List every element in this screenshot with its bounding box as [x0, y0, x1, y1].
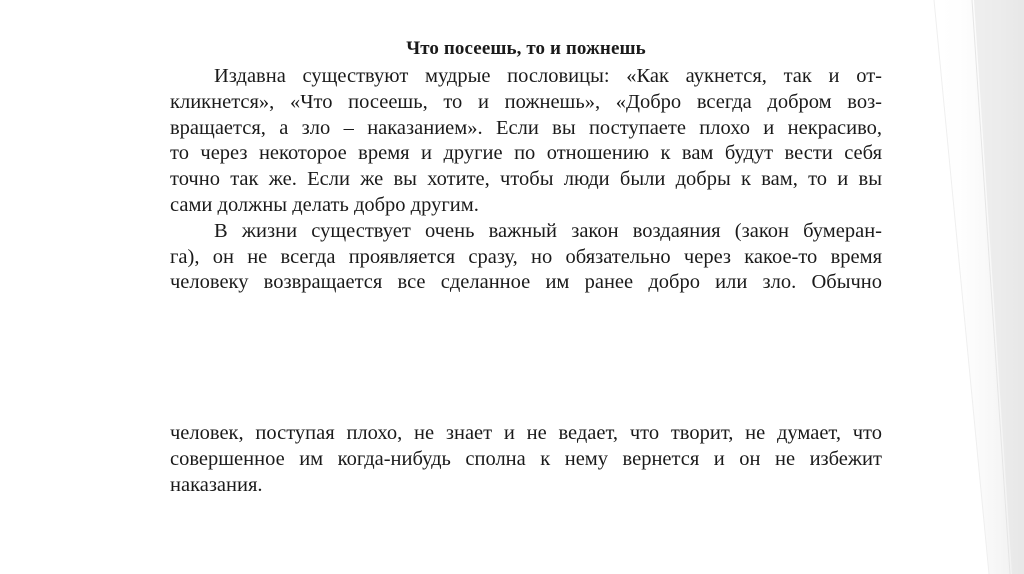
- document-text: [170, 36, 882, 296]
- document-title: Что посеешь, то и пожнешь: [406, 38, 646, 59]
- text-line: кликнется», «Что посеешь, то и пожнешь», «Добро всегда добром воз-: [170, 90, 882, 113]
- text-line: наказания.: [170, 473, 263, 496]
- text-line: человеку возвращается все сделанное им ранее добро или зло. Обычно: [170, 271, 882, 294]
- text-line: точно так же. Если же вы хотите, чтобы люди были добры к вам, то и вы: [170, 168, 882, 191]
- text-line: совершенное им когда-нибудь сполна к нему вернется и он не избежит: [170, 447, 882, 470]
- paragraph-2: [170, 219, 882, 296]
- text-line: Издавна существуют мудрые пословицы: «Как аукнется, так и от-: [214, 65, 882, 87]
- paragraph-1: [170, 64, 882, 219]
- text-line: то через некоторое время и другие по отношению к вам будут вести себя: [170, 142, 882, 165]
- paragraph-3: [170, 421, 882, 498]
- text-line: В жизни существует очень важный закон воздаяния (закон бумеран-: [214, 219, 882, 242]
- text-line: га), он не всегда проявляется сразу, но обязательно через какое-то время: [170, 245, 882, 268]
- text-line: человек, поступая плохо, не знает и не ведает, что творит, не думает, что: [170, 422, 882, 444]
- text-line: вращается, а зло – наказанием». Если вы поступаете плохо и некрасиво,: [170, 116, 882, 139]
- text-line: сами должны делать добро другим.: [170, 193, 479, 216]
